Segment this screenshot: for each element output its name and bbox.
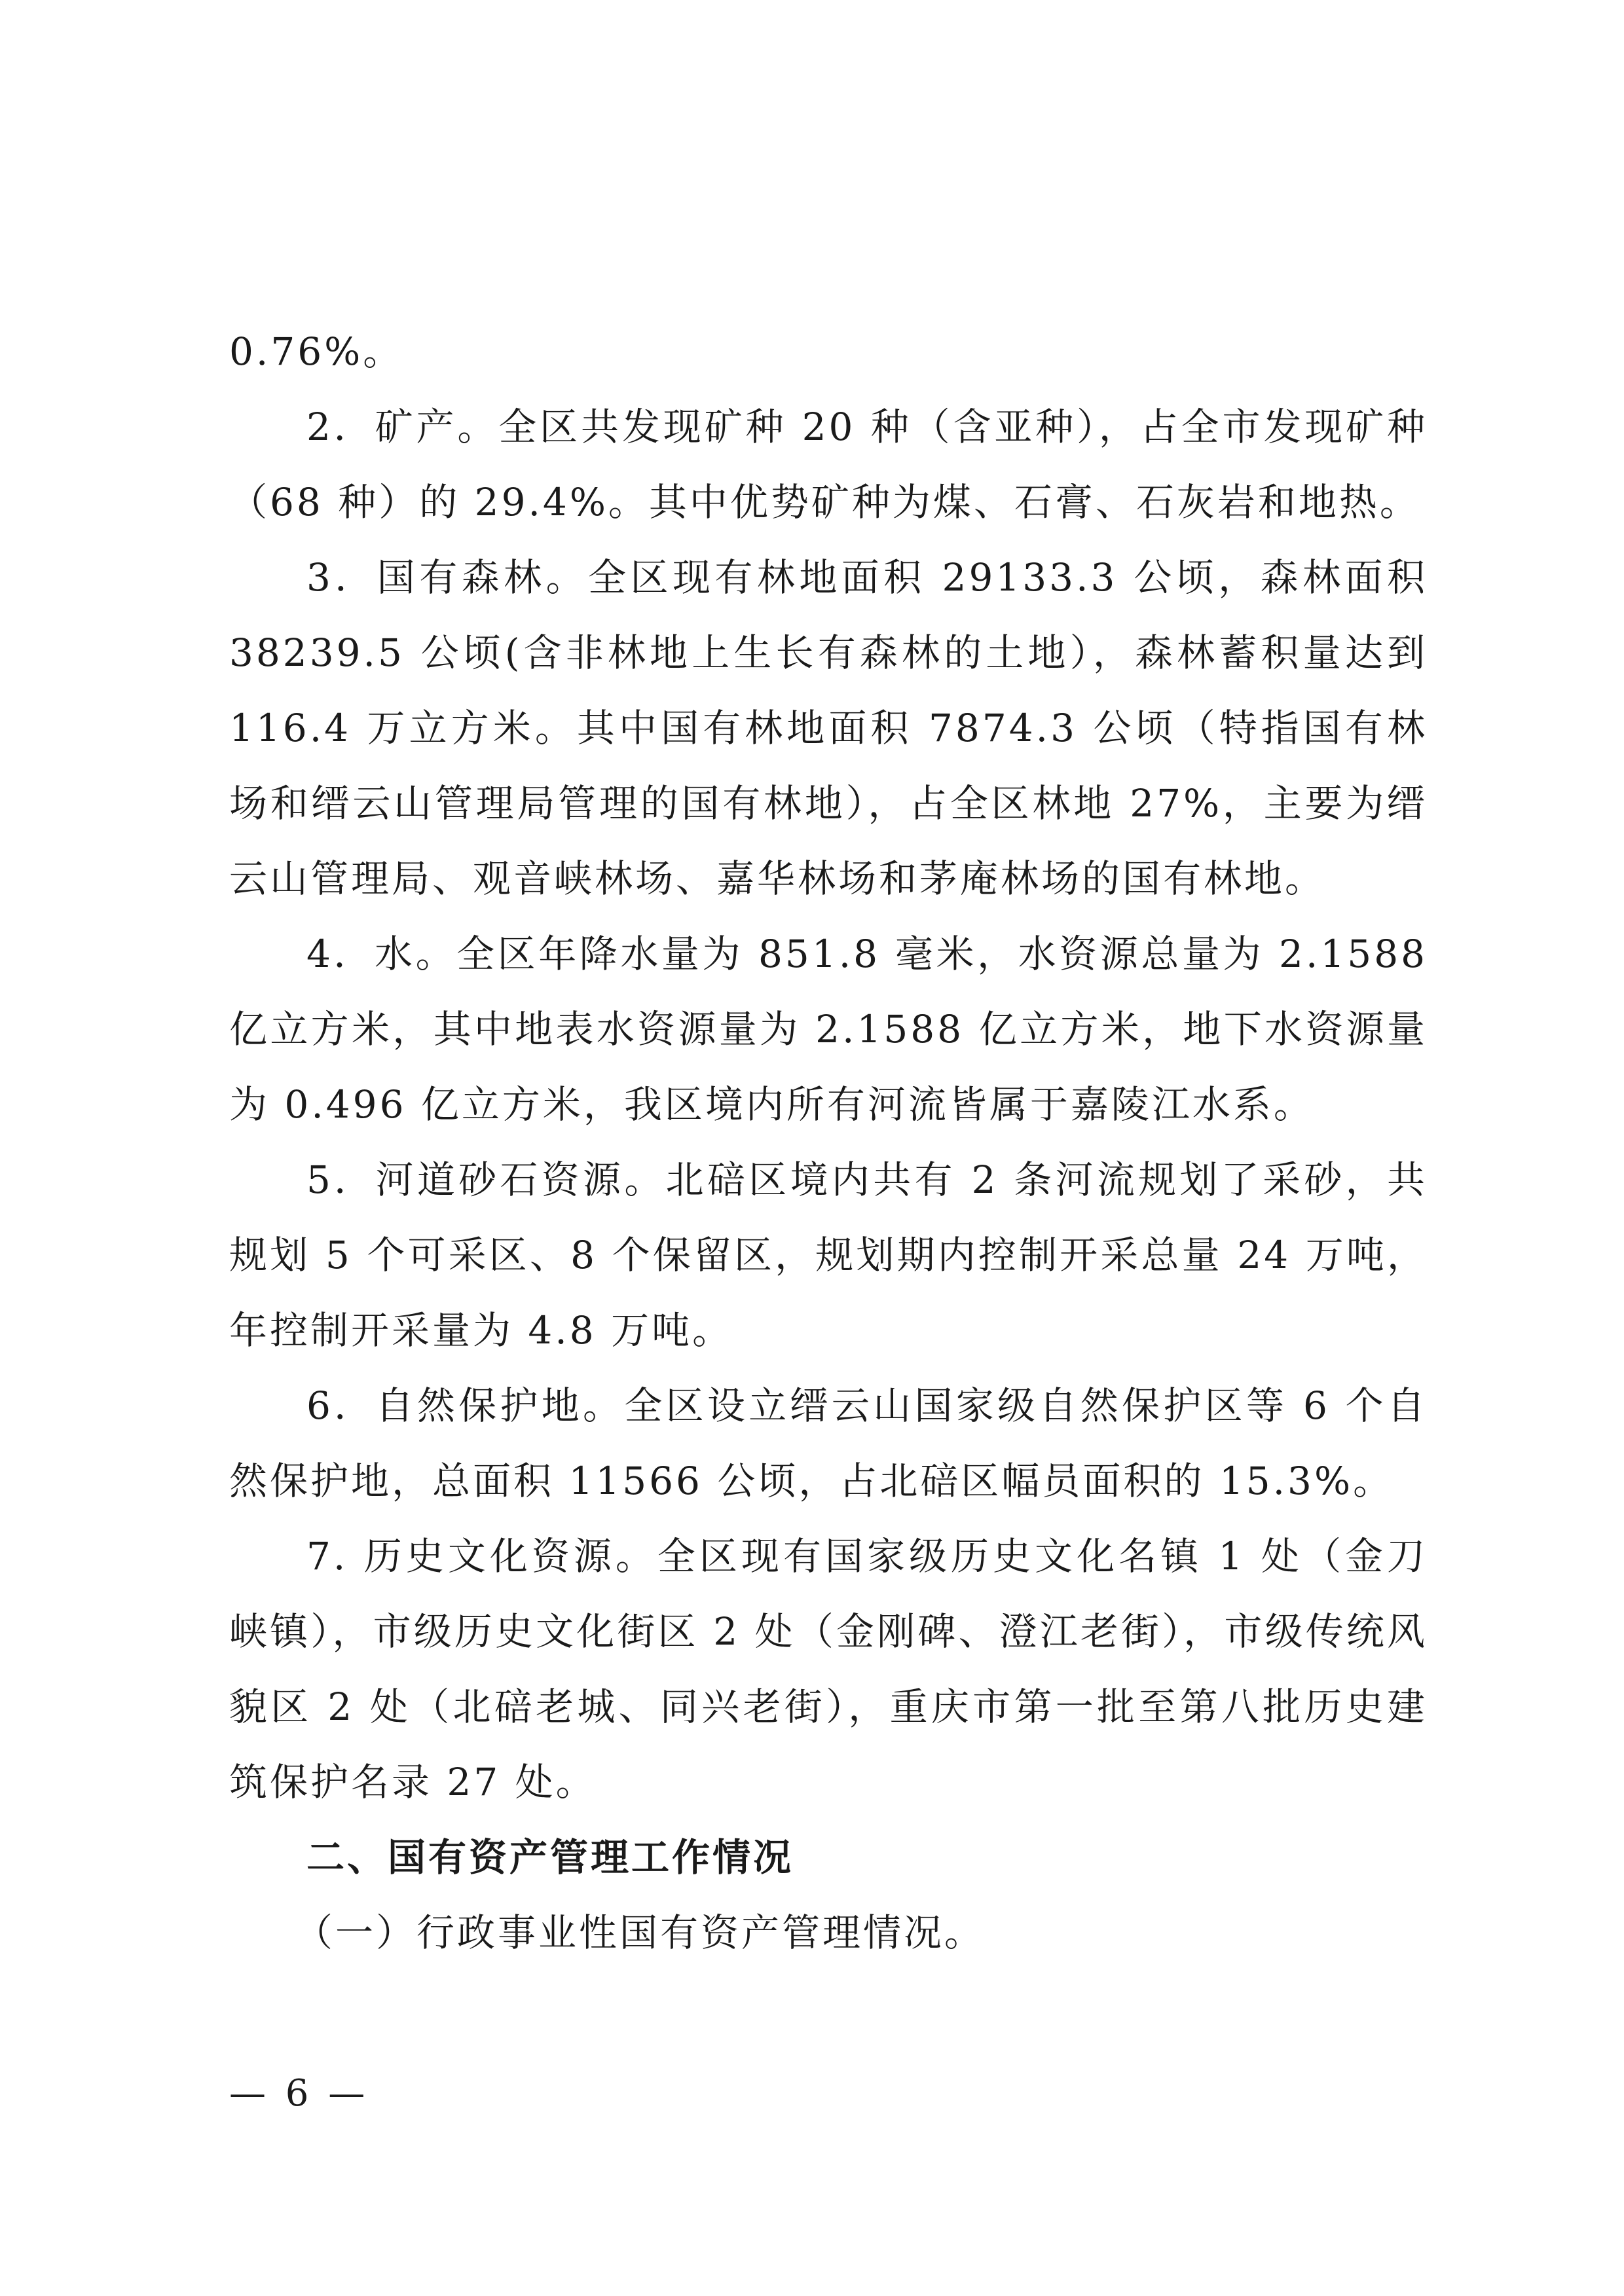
- section-heading: 二、国有资产管理工作情况: [306, 1835, 794, 1880]
- page-number: — 6 —: [229, 2072, 369, 2115]
- paragraph-forest: 3．国有森林。全区现有林地面积 29133.3 公顷，森林面积 38239.5 公顷(含非林地上生长有森林的土地），森林蓄积量达到 116.4 万立方米。其中国有林地面积 7874.3 公顷（特指国有林场和缙云山管理局管理的国有林地），占全区林地 27%，主要为缙云山管理局、观音峡林场、嘉华林场和茅庵林场的国有林地。: [229, 555, 1428, 901]
- paragraph-minerals: 2．矿产。全区共发现矿种 20 种（含亚种），占全市发现矿种（68 种）的 29.4%。其中优势矿种为煤、石膏、石灰岩和地热。: [229, 405, 1428, 524]
- paragraph-water: 4．水。全区年降水量为 851.8 毫米，水资源总量为 2.1588 亿立方米，其中地表水资源量为 2.1588 亿立方米，地下水资源量为 0.496 亿立方米，我区境内所有河流皆属于嘉陵江水系。: [229, 932, 1428, 1127]
- paragraph-heritage: 7. 历史文化资源。全区现有国家级历史文化名镇 1 处（金刀峡镇），市级历史文化街区 2 处（金刚碑、澄江老街），市级传统风貌区 2 处（北碚老城、同兴老街），重庆市第一批至第八批历史建筑保护名录 27 处。: [229, 1534, 1428, 1804]
- paragraph-sand: 5．河道砂石资源。北碚区境内共有 2 条河流规划了采砂，共规划 5 个可采区、8 个保留区，规划期内控制开采总量 24 万吨，年控制开采量为 4.8 万吨。: [229, 1157, 1428, 1353]
- paragraph-continuation: 0.76%。: [229, 329, 404, 374]
- document-body: [229, 314, 1428, 1971]
- subsection-heading: （一）行政事业性国有资产管理情况。: [295, 1910, 986, 1955]
- paragraph-reserves: 6．自然保护地。全区设立缙云山国家级自然保护区等 6 个自然保护地，总面积 11566 公顷，占北碚区幅员面积的 15.3%。: [229, 1383, 1428, 1503]
